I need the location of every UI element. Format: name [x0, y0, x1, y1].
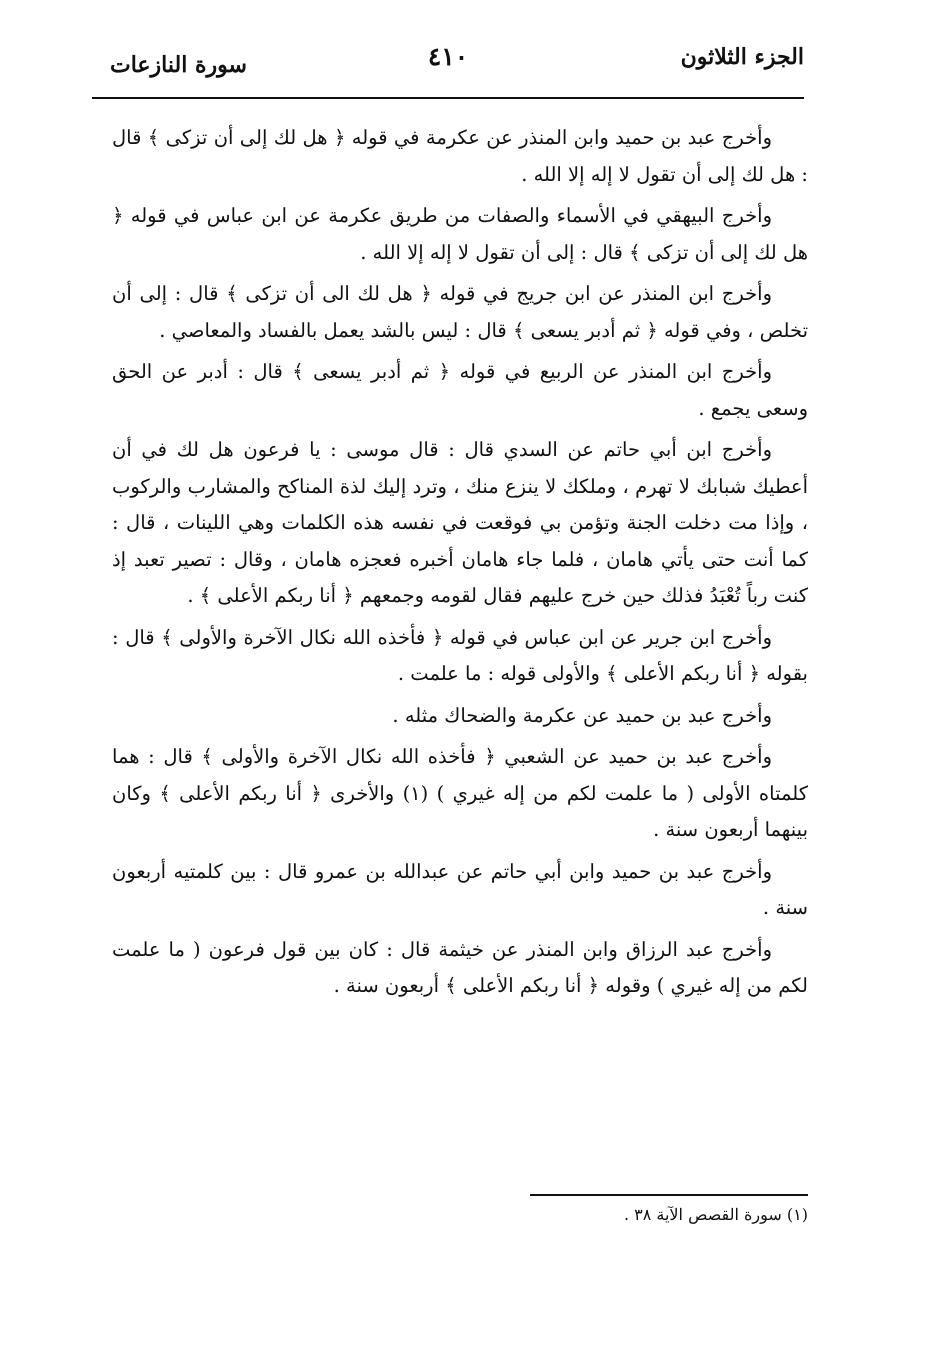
paragraph: وأخرج ابن جرير عن ابن عباس في قوله ﴿ فأخذه الله نكال الآخرة والأولى ﴾ قال : بقوله ﴿ أنا ربكم الأعلى ﴾ والأولى قوله : ما علمت .: [112, 625, 808, 685]
footnote: (١) سورة القصص الآية ٣٨ .: [623, 1205, 808, 1224]
surah-title: سورة النازعات: [110, 52, 247, 78]
paragraph: وأخرج ابن المنذر عن ابن جريج في قوله ﴿ هل لك الى أن تزكى ﴾ قال : إلى أن تخلص ، وفي قوله ﴿ ثم أدبر يسعى ﴾ قال : ليس بالشد يعمل بالفساد والمعاصي .: [112, 282, 808, 342]
paragraph: وأخرج عبد بن حميد وابن أبي حاتم عن عبدالله بن عمرو قال : بين كلمتيه أربعون سنة .: [112, 859, 808, 919]
paragraph: وأخرج ابن أبي حاتم عن السدي قال : قال موسى : يا فرعون هل لك في أن أعطيك شبابك لا تهرم ، وملكك لا ينزع منك ، وترد إليك لذة المناكح والمشارب والركوب ، وإذا مت دخلت الجنة وتؤمن بي فوقعت في نفسه هذه الكلمات وهي اللينات ، قال : كما أنت حتى يأتي هامان ، فلما جاء هامان أخبره فعجزه هامان ، وقال : تصير تعبد إذ كنت رباً تُعْبَدُ فذلك حين خرج عليهم فقال لقومه وجمعهم ﴿ أنا ربكم الأعلى ﴾ .: [112, 438, 808, 607]
paragraph: وأخرج ابن المنذر عن الربيع في قوله ﴿ ثم أدبر يسعى ﴾ قال : أدبر عن الحق وسعى يجمع .: [112, 360, 808, 420]
page-body: [112, 120, 808, 1010]
paragraph: وأخرج عبد بن حميد عن عكرمة والضحاك مثله .: [392, 703, 772, 727]
juz-title: الجزء الثلاثون: [680, 44, 804, 70]
paragraph: وأخرج عبد بن حميد وابن المنذر عن عكرمة في قوله ﴿ هل لك إلى أن تزكى ﴾ قال : هل لك إلى أن تقول لا إله إلا الله .: [112, 126, 808, 186]
footnote-divider: [530, 1194, 808, 1196]
page-header: [92, 38, 804, 94]
paragraph: وأخرج عبد بن حميد عن الشعبي ﴿ فأخذه الله نكال الآخرة والأولى ﴾ قال : هما كلمتاه الأولى ( ما علمت لكم من إله غيري ) (١) والأخرى ﴿ أنا ربكم الأعلى ﴾ وكان بينهما أربعون سنة .: [112, 745, 808, 841]
paragraph: وأخرج عبد الرزاق وابن المنذر عن خيثمة قال : كان بين قول فرعون ( ما علمت لكم من إله غيري ) وقوله ﴿ أنا ربكم الأعلى ﴾ أربعون سنة .: [112, 937, 808, 997]
paragraph: وأخرج البيهقي في الأسماء والصفات من طريق عكرمة عن ابن عباس في قوله ﴿ هل لك إلى أن تزكى ﴾ قال : إلى أن تقول لا إله إلا الله .: [112, 204, 808, 264]
header-divider: [92, 97, 804, 99]
page-number: ٤١٠: [427, 42, 469, 71]
